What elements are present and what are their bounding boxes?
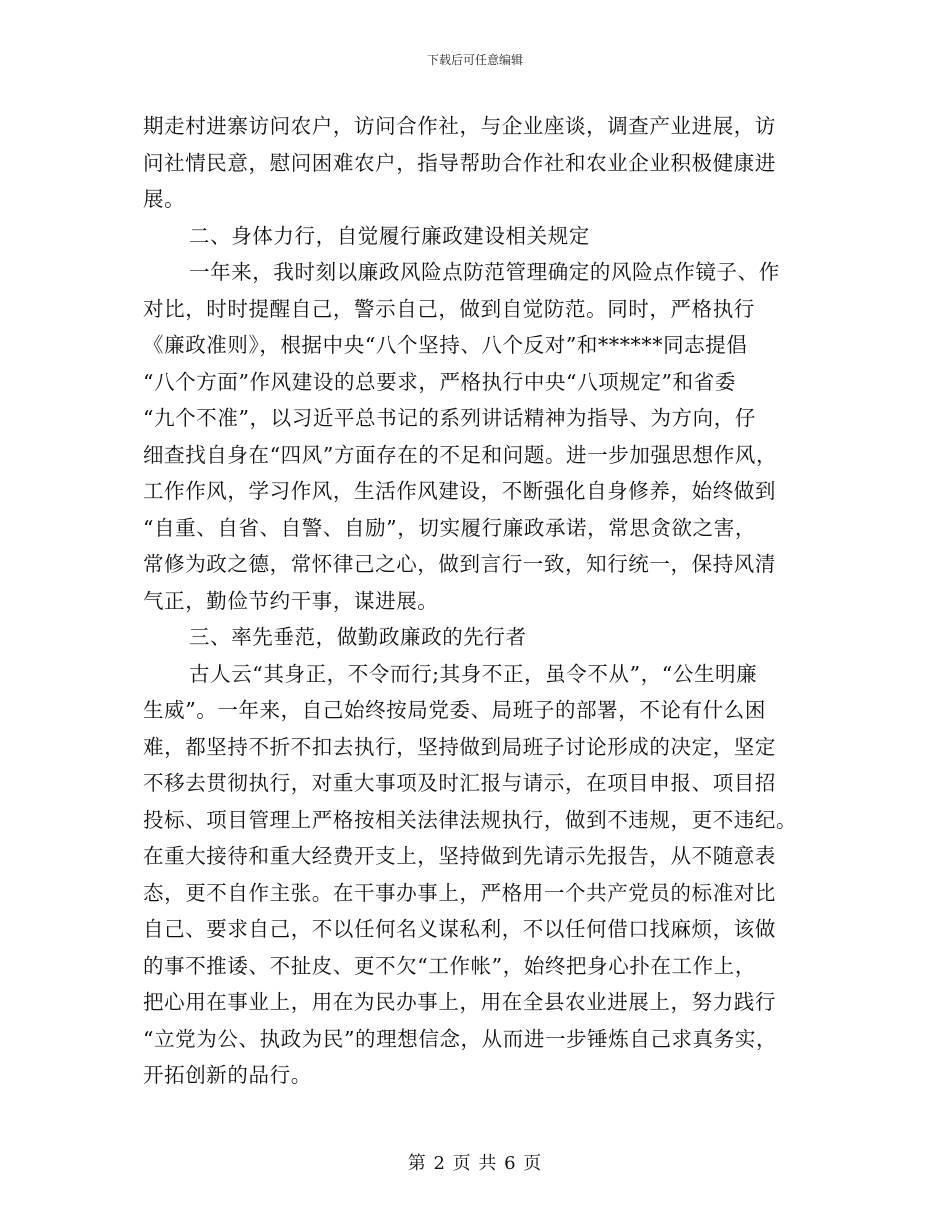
- text-line: 不移去贯彻执行，对重大事项及时汇报与请示，在项目申报、项目招: [143, 771, 776, 795]
- page-header-note: 下载后可任意编辑: [426, 53, 523, 67]
- text-line: 的事不推诿、不扯皮、更不欠“工作帐”，始终把身心扑在工作上，: [143, 953, 756, 978]
- text-line: 问社情民意，慰问困难农户，指导帮助合作社和农业企业积极健康进: [143, 150, 776, 175]
- text-line: “九个不准”，以习近平总书记的系列讲话精神为指导、为方向，仔: [143, 406, 756, 430]
- text-line: 工作作风，学习作风，生活作风建设，不断强化自身修养，始终做到: [143, 479, 776, 503]
- page-number: 第 2 页 共 6 页: [407, 1153, 543, 1174]
- text-line: “八个方面”作风建设的总要求，严格执行中央“八项规定”和省委: [143, 369, 736, 394]
- text-line: 古人云“其身正，不令而行;其身不正，虽令不从”，“公生明廉: [189, 661, 758, 686]
- text-line: 难，都坚持不折不扣去执行，坚持做到局班子讨论形成的决定，坚定: [143, 734, 776, 759]
- text-line: 投标、项目管理上严格按相关法律法规执行，做到不违规，更不违纪。: [143, 807, 798, 832]
- text-line: 自己、要求自己，不以任何名义谋私利，不以任何借口找麻烦，该做: [143, 917, 776, 941]
- text-line: 常修为政之德，常怀律己之心，做到言行一致，知行统一，保持风清: [143, 552, 776, 576]
- text-line: 在重大接待和重大经费开支上，坚持做到先请示先报告，从不随意表: [143, 844, 776, 868]
- text-line: 细查找自身在“四风”方面存在的不足和问题。进一步加强思想作风，: [143, 442, 778, 467]
- text-line: 期走村进寨访问农户，访问合作社，与企业座谈，调查产业进展，访: [143, 114, 776, 138]
- text-line: 生威”。一年来，自己始终按局党委、局班子的部署，不论有什么困: [143, 698, 766, 722]
- text-line: “立党为公、执政为民”的理想信念，从而进一步锤炼自己求真务实，: [143, 1026, 778, 1051]
- text-line: 态，更不自作主张。在干事办事上，严格用一个共产党员的标准对比: [143, 880, 776, 905]
- text-line: “自重、自省、自警、自励”，切实履行廉政承诺，常思贪欲之害，: [143, 515, 756, 540]
- section-heading: 二、身体力行，自觉履行廉政建设相关规定: [189, 223, 590, 248]
- text-line: 展。: [143, 187, 186, 211]
- text-line: 把心用在事业上，用在为民办事上，用在全县农业进展上，努力践行: [143, 990, 776, 1014]
- text-line: 对比，时时提醒自己，警示自己，做到自觉防范。同时，严格执行: [143, 296, 755, 321]
- text-line: 气正，勤俭节约干事，谋进展。: [143, 588, 439, 613]
- text-line: 开拓创新的品行。: [143, 1063, 312, 1087]
- text-line: 一年来，我时刻以廉政风险点防范管理确定的风险点作镜子、作: [189, 260, 780, 284]
- text-line: 《廉政准则》，根据中央“八个坚持、八个反对”和******同志提倡: [143, 333, 748, 357]
- section-heading: 三、率先垂范，做勤政廉政的先行者: [189, 625, 527, 649]
- document-body: [143, 108, 803, 1094]
